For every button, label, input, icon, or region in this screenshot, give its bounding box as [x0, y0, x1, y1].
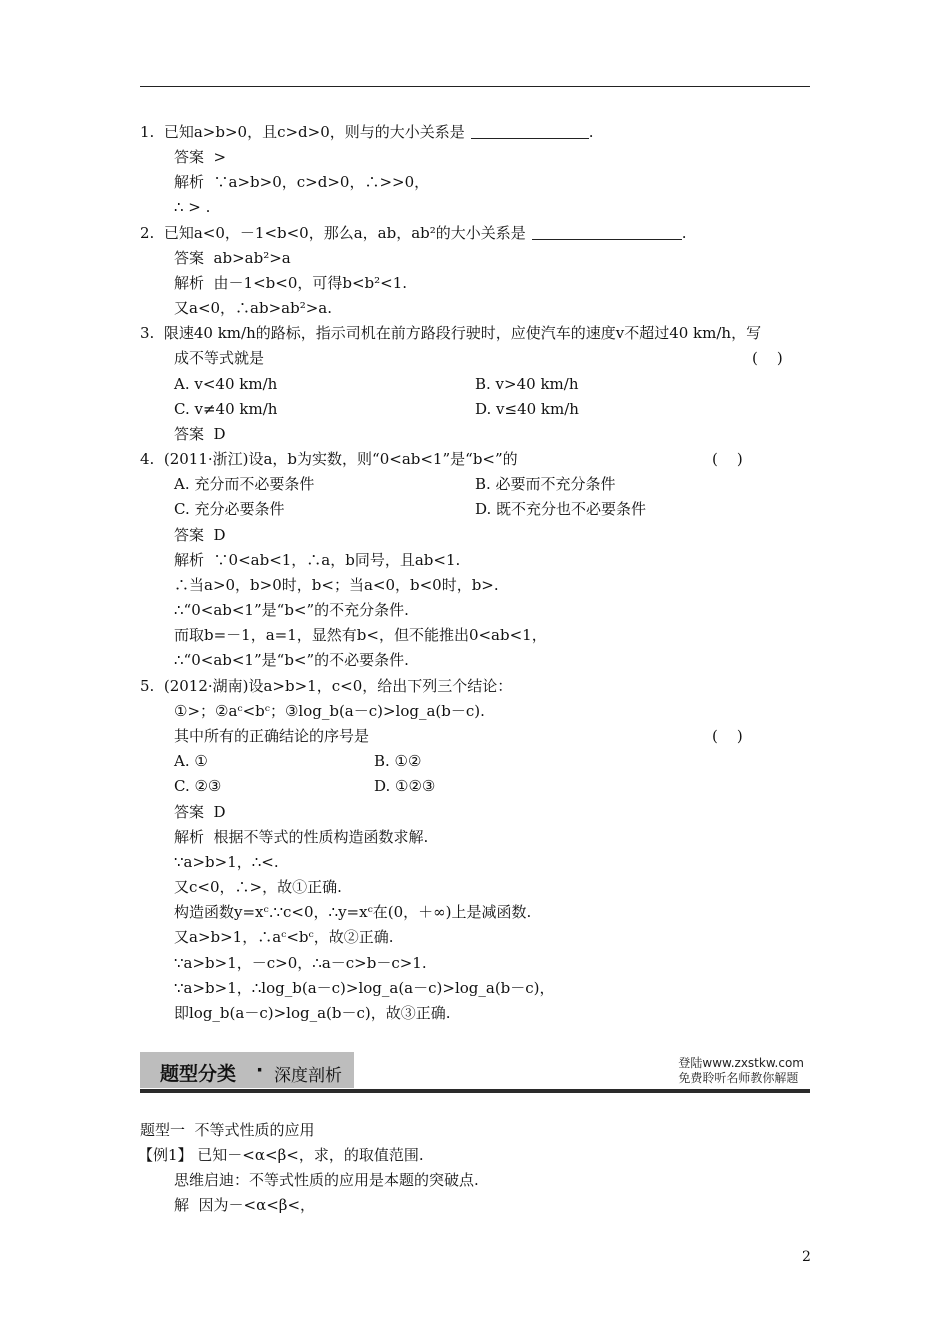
text-line-q4B	[475, 474, 616, 494]
text-line-q4e5	[174, 650, 409, 670]
text-line-q4e4	[174, 625, 547, 645]
line-text: A. v<40 km/h	[174, 375, 278, 393]
text-line-q3A	[174, 374, 277, 394]
text-line-q4e3	[174, 600, 409, 620]
line-text: 答案 D	[174, 526, 226, 544]
text-line-q2: 2. 已知a<0，－1<b<0，那么a，ab，ab²的大小关系是 .	[140, 224, 687, 242]
line-text: 5. (2012·湖南)设a>b>1，c<0，给出下列三个结论：	[140, 677, 513, 695]
text-line-ex1a	[174, 1170, 479, 1190]
answer-blank	[471, 124, 589, 139]
line-text: 解析 ∵0<ab<1，∴a，b同号，且ab<1.	[174, 551, 461, 569]
site-promo[interactable]	[678, 1056, 804, 1086]
text-line-q3b	[174, 348, 264, 368]
line-text: 而取b=－1，a=1，显然有b<，但不能推出0<ab<1，	[174, 626, 547, 644]
text-line-q3B	[475, 374, 578, 394]
line-text: B. v>40 km/h	[475, 375, 579, 393]
text-line-q5b	[174, 701, 485, 721]
text-line-q1a	[174, 147, 226, 167]
line-text: A. ①	[174, 752, 208, 770]
text-line-q4e2	[174, 575, 499, 595]
text-line-ex1	[138, 1145, 424, 1165]
text-line-q3C	[174, 399, 277, 419]
line-text: 又a>b>1，∴aᶜ<bᶜ，故②正确.	[174, 928, 394, 946]
site-url[interactable]: 登陆www.zxstkw.com	[678, 1056, 804, 1070]
line-text: 3. 限速40 km/h的路标，指示司机在前方路段行驶时，应使汽车的速度v不超过40 km/h，写	[140, 324, 762, 342]
line-text: 【例1】 已知－<α<β<，求，的取值范围.	[138, 1146, 424, 1164]
line-text: C. ②③	[174, 777, 222, 795]
line-text: ∴当a>0，b>0时，b<；当a<0，b<0时，b>.	[174, 576, 499, 594]
text-line-q4C	[174, 499, 284, 519]
line-text: 答案 ab>ab²>a	[174, 249, 291, 267]
line-text: 解析 由－1<b<0，可得b<b²<1.	[174, 274, 408, 292]
answer-paren-p4: ( )	[712, 450, 743, 468]
line-text: ∵a>b>1，∴<.	[174, 853, 279, 871]
text-line-q5	[140, 676, 512, 696]
text-line-q5C	[174, 776, 221, 796]
text-line-q5e8	[174, 1003, 451, 1023]
line-text: 又c<0，∴>，故①正确.	[174, 878, 342, 896]
answer-blank	[532, 225, 682, 240]
text-line-q5e7	[174, 978, 555, 998]
line-text: 4. (2011·浙江)设a，b为实数，则“0<ab<1”是“b<”的	[140, 450, 518, 468]
line-text: 思维启迪：不等式性质的应用是本题的突破点.	[174, 1171, 479, 1189]
text-line-q2e2	[174, 298, 332, 318]
answer-paren-p3: ( )	[752, 349, 783, 367]
text-line-q3	[140, 323, 761, 343]
line-text: A. 充分而不必要条件	[174, 475, 315, 493]
text-line-q2a	[174, 248, 291, 268]
header-rule	[140, 86, 810, 87]
line-text: ∵a>b>1，∴log_b(a－c)>log_a(a－c)>log_a(b－c)，	[174, 979, 555, 997]
banner-title: 题型分类	[160, 1063, 237, 1085]
text-line-q5e1	[174, 827, 428, 847]
line-text: C. 充分必要条件	[174, 500, 285, 518]
text-line-q1e1	[174, 172, 429, 192]
page-number: 2	[802, 1249, 811, 1265]
text-line-q5A	[174, 751, 208, 771]
line-text: 1. 已知a>b>0，且c>d>0，则与的大小关系是	[140, 123, 465, 141]
line-text: ∴“0<ab<1”是“b<”的不必要条件.	[174, 651, 409, 669]
line-text: 其中所有的正确结论的序号是	[174, 727, 370, 745]
text-line-q3a	[174, 424, 226, 444]
line-text: 2. 已知a<0，－1<b<0，那么a，ab，ab²的大小关系是	[140, 224, 526, 242]
text-line-ex1b	[174, 1195, 315, 1215]
line-text: 构造函数y=xᶜ.∵c<0，∴y=xᶜ在(0，＋∞)上是减函数.	[174, 903, 532, 921]
line-text: D. v≤40 km/h	[475, 400, 579, 418]
text-line-q5e3	[174, 877, 342, 897]
banner-subtitle: 深度剖析	[274, 1066, 342, 1086]
line-text: 答案 D	[174, 803, 226, 821]
line-text: ①>；②aᶜ<bᶜ；③log_b(a－c)>log_a(b－c).	[174, 702, 485, 720]
line-text: C. v≠40 km/h	[174, 400, 278, 418]
text-line-q5e6	[174, 953, 427, 973]
line-text: ∴ > .	[174, 198, 211, 216]
text-line-q4A	[174, 474, 314, 494]
text-line-q2e1	[174, 273, 407, 293]
text-line-q5a	[174, 802, 226, 822]
site-slogan: 免费聆听名师教你解题	[678, 1071, 799, 1085]
section-banner	[140, 1050, 810, 1094]
text-line-q1e2	[174, 197, 210, 217]
text-line-q5e4	[174, 902, 531, 922]
banner-dot: ·	[256, 1059, 264, 1081]
line-text: B. ①②	[374, 752, 422, 770]
line-text: ∴“0<ab<1”是“b<”的不充分条件.	[174, 601, 409, 619]
text-line-q5c	[174, 726, 369, 746]
line-text: 解析 ∵a>b>0，c>d>0，∴>>0，	[174, 173, 430, 191]
answer-paren-p5: ( )	[712, 727, 743, 745]
line-text: ∵a>b>1，－c>0，∴a－c>b－c>1.	[174, 954, 427, 972]
text-line-q1: 1. 已知a>b>0，且c>d>0，则与的大小关系是 .	[140, 123, 594, 141]
text-line-q4	[140, 449, 518, 469]
text-line-t1	[140, 1120, 315, 1140]
line-text: D. ①②③	[374, 777, 436, 795]
text-line-q4a	[174, 525, 226, 545]
text-line-q3D	[475, 399, 579, 419]
line-text: 答案 D	[174, 425, 226, 443]
line-text: 答案 >	[174, 148, 227, 166]
text-line-q4e1	[174, 550, 460, 570]
line-text: 解 因为－<α<β<，	[174, 1196, 316, 1214]
line-text: 成不等式就是	[174, 349, 265, 367]
text-line-q5e5	[174, 927, 394, 947]
text-line-q5e2	[174, 852, 279, 872]
line-text: D. 既不充分也不必要条件	[475, 500, 647, 518]
banner-rule	[140, 1089, 810, 1093]
line-text: 即log_b(a－c)>log_a(b－c)，故③正确.	[174, 1004, 451, 1022]
line-text: 解析 根据不等式的性质构造函数求解.	[174, 828, 429, 846]
line-text: B. 必要而不充分条件	[475, 475, 616, 493]
line-text: 又a<0，∴ab>ab²>a.	[174, 299, 333, 317]
text-line-q4D	[475, 499, 646, 519]
line-text: 题型一 不等式性质的应用	[140, 1121, 315, 1139]
text-line-q5B	[374, 751, 421, 771]
text-line-q5D	[374, 776, 435, 796]
